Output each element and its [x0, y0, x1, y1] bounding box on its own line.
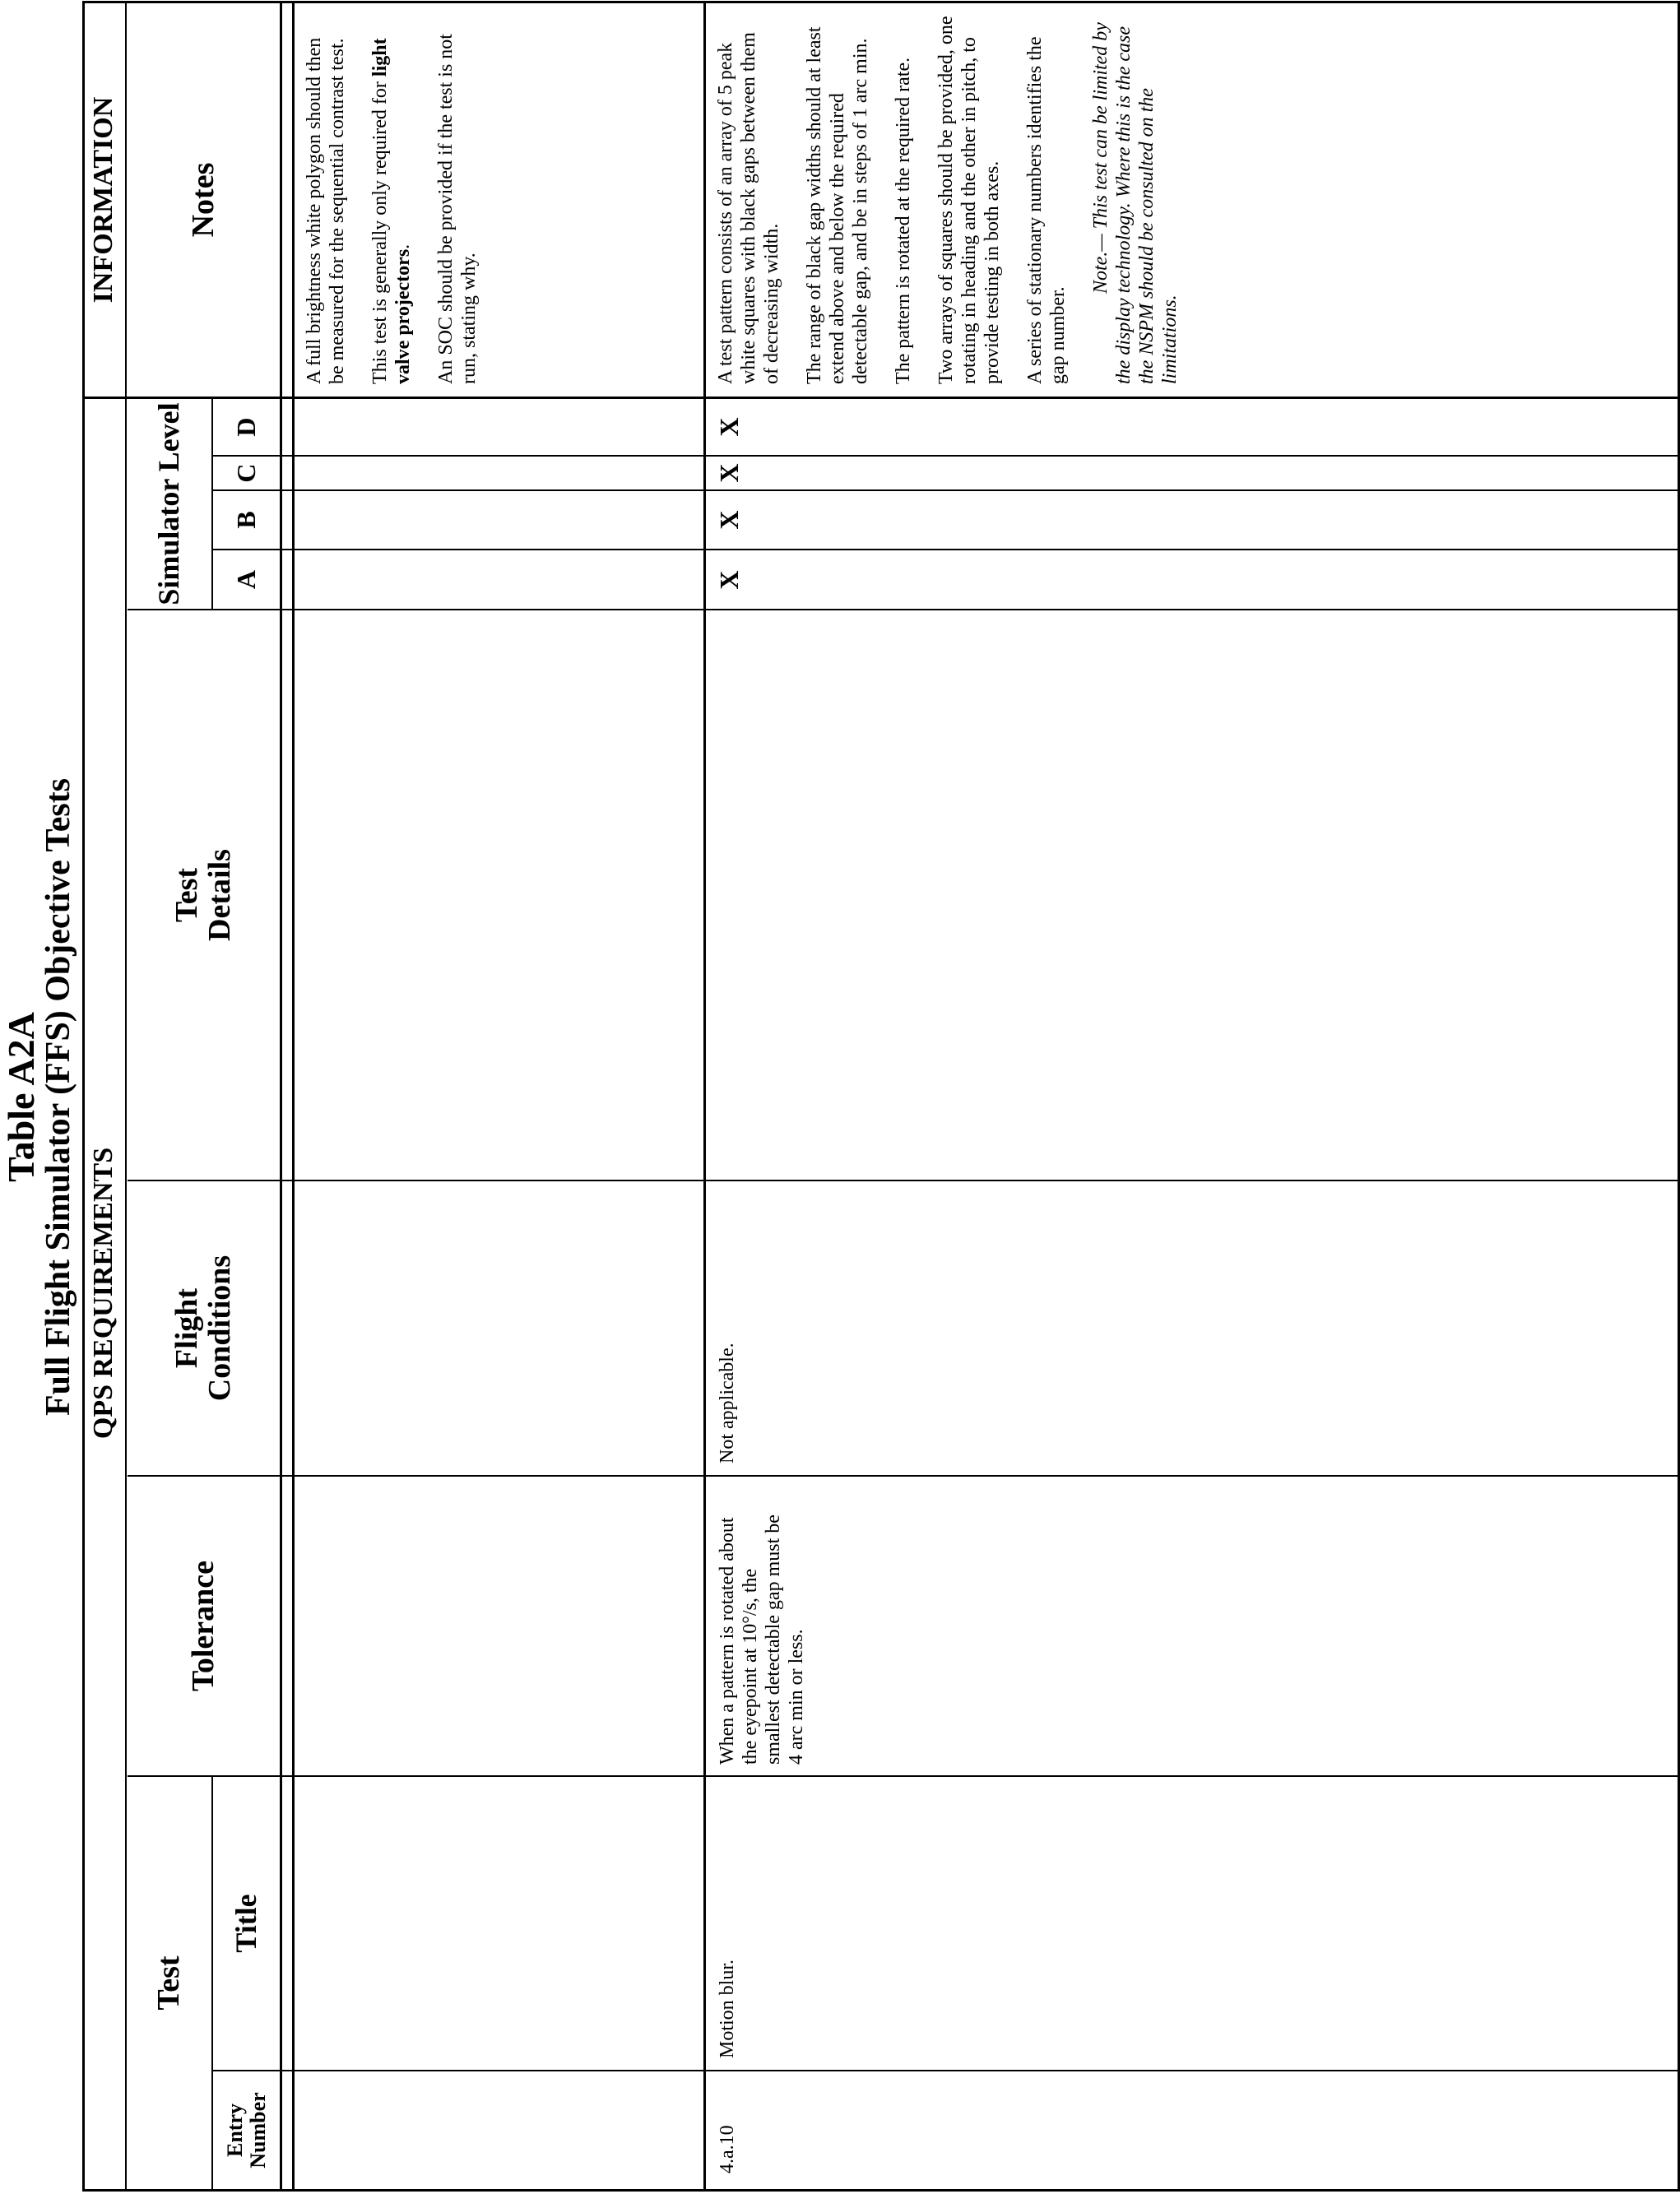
header-title: Title	[229, 1894, 262, 1953]
row2-tolerance: When a pattern is rotated about the eyepoint at 10°/s, the smallest detectable gap must be 4 arc min or less.	[717, 1514, 807, 1765]
table-label: Table A2A	[0, 1012, 42, 1182]
row2-flight-conditions: Not applicable.	[717, 1343, 738, 1463]
frame-right	[82, 1, 1680, 3]
table-title: Full Flight Simulator (FFS) Objective Tests	[39, 777, 77, 1417]
row2-notes	[714, 14, 1673, 384]
row-divider	[703, 1, 706, 2192]
col-line-title	[128, 1775, 1680, 1777]
row1-notes	[303, 22, 698, 384]
row2-level-d-mark: X	[714, 417, 744, 437]
row2-level-c-mark: X	[714, 463, 744, 483]
header-level-a: A	[230, 569, 261, 590]
col-line-c	[211, 455, 1680, 457]
row2-note-1: A test pattern consists of an array of 5 peak white squares with black gaps between them of decreasing width.	[715, 32, 782, 384]
row2-level-b-mark: X	[714, 510, 744, 530]
row2-note-5: A series of stationary numbers identifies the gap number.	[1024, 36, 1069, 384]
row2-level-a-mark: X	[714, 570, 744, 590]
header-flight-conditions: Flight Conditions	[169, 1255, 237, 1402]
row2-note-4: Two arrays of squares should be provided, one rotating in heading and the other in pitch, to provide testing in both axes.	[935, 16, 1003, 384]
header-level-d: D	[230, 417, 261, 437]
row1-note-2-bold: light valve projectors	[369, 38, 414, 384]
row2-entry-number: 4.a.10	[717, 2125, 738, 2173]
header-notes: Notes	[185, 162, 220, 238]
row2-note-3: The pattern is rotated at the required rate.	[893, 57, 914, 384]
col-line-b	[211, 489, 1680, 491]
frame-left	[82, 2189, 1680, 2192]
col-line-tolerance	[128, 1475, 1680, 1477]
header-test-details: Test Details	[169, 849, 237, 941]
header-level-c: C	[230, 463, 261, 483]
row1-note-3: An SOC should be provided if the test is not run, stating why.	[435, 34, 480, 384]
col-line-details	[128, 609, 1680, 610]
row2-note-6: Note.— This test can be limited by the display technology. Where this is the case the NSPM should be consulted on the limitations.	[1090, 22, 1181, 384]
row2-title: Motion blur.	[717, 1959, 738, 2058]
row1-note-1: A full brightness white polygon should then be measured for the sequential contrast test.	[304, 37, 348, 384]
col-line-flight	[128, 1180, 1680, 1181]
header-test: Test	[151, 1955, 187, 2011]
col-line-entry	[211, 2070, 1680, 2071]
col-line-a	[211, 549, 1680, 550]
information-label: INFORMATION	[88, 96, 119, 304]
header-entry-number: Entry Number	[223, 2092, 270, 2168]
band-line	[125, 1, 127, 2192]
header-tolerance: Tolerance	[185, 1561, 220, 1692]
body-top	[292, 1, 295, 2192]
row1-note-2: This test is generally only required for light valve projectors.	[369, 38, 414, 384]
col-line-d	[128, 397, 1680, 399]
qps-requirements-label: QPS REQUIREMENTS	[88, 1147, 119, 1440]
header-simulator-level: Simulator Level	[152, 402, 186, 605]
band-divider	[82, 397, 128, 399]
header-bottom	[280, 1, 282, 2192]
header-level-b: B	[230, 511, 261, 529]
row2-note-2: The range of black gap widths should at least extend above and below the required detectable gap, and be in steps of 1 arc min.	[804, 26, 871, 384]
